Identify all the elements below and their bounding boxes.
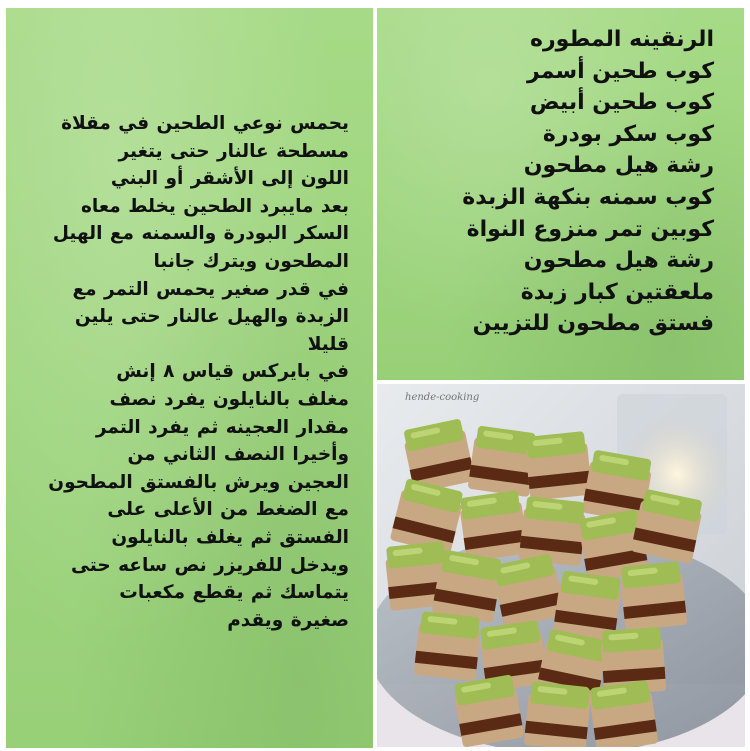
- dessert-photo-drawing: [377, 384, 745, 747]
- ingredient-item: ملعقتين كبار زبدة: [520, 279, 714, 305]
- ingredient-item: كوب سمنه بنكهة الزبدة: [462, 184, 714, 210]
- dessert-cube: [619, 561, 687, 631]
- instructions-text: [20, 110, 349, 634]
- instruction-line: المطحون ويترك جانبا: [153, 250, 349, 272]
- instruction-line: في قدر صغير يحمس التمر مع: [72, 278, 349, 300]
- ingredient-item: فستق مطحون للتزيين: [472, 311, 714, 337]
- instruction-line: صغيرة ويقدم: [227, 609, 349, 631]
- dessert-cube: [524, 431, 592, 501]
- ingredient-item: رشة هيل مطحون: [523, 153, 714, 179]
- instruction-line: الفستق ثم يغلف بالنايلون: [111, 526, 349, 548]
- instruction-line: مسطحة عالنار حتى يتغير: [118, 140, 349, 162]
- instruction-line: ويدخل للفريزر نص ساعه حتى: [71, 554, 349, 576]
- instruction-line: السكر البودرة والسمنه مع الهيل: [52, 223, 349, 245]
- instruction-line: الزبدة والهيل عالنار حتى يلين: [74, 306, 349, 328]
- ingredient-item: كوب طحين أسمر: [527, 58, 714, 84]
- instructions-card: [6, 8, 373, 748]
- ingredients-title: الرنقينه المطوره: [530, 27, 714, 52]
- instruction-line: يتماسك ثم يقطع مكعبات: [119, 582, 349, 604]
- dessert-photo: [377, 384, 745, 747]
- instruction-line: وأخيرا النصف الثاني من: [127, 444, 349, 466]
- ingredient-item: رشة هيل مطحون: [523, 248, 714, 274]
- instruction-line: يحمس نوعي الطحين في مقلاة: [61, 113, 349, 134]
- dessert-cube: [414, 611, 482, 681]
- ingredient-item: كوب سكر بودرة: [542, 121, 714, 147]
- instruction-line: قليلا: [307, 333, 349, 355]
- instruction-line: في بايركس قياس ٨ إنش: [116, 361, 349, 383]
- instruction-line: مقدار العجينه ثم يفرد التمر: [95, 416, 349, 438]
- instruction-line: اللون إلى الأشقر أو البني: [110, 168, 349, 190]
- instruction-line: مع الضغط من الأعلى على: [107, 499, 349, 521]
- instruction-line: مغلف بالنايلون يفرد نصف: [109, 388, 349, 410]
- photo-watermark: hende-cooking: [405, 392, 480, 403]
- ingredient-item: كوب طحين أبيض: [529, 90, 714, 116]
- dessert-cube: [524, 681, 592, 747]
- ingredient-item: كوبين تمر منزوع النواة: [466, 216, 714, 242]
- ingredients-card: [377, 8, 744, 380]
- dessert-cube: [458, 490, 528, 562]
- instruction-line: العجين ويرش بالفستق المطحون: [48, 471, 349, 493]
- dessert-cube: [519, 496, 587, 566]
- instruction-line: بعد مايبرد الطحين يخلط معاه: [81, 195, 349, 217]
- ingredients-list: [397, 24, 714, 340]
- dessert-cube: [588, 680, 658, 747]
